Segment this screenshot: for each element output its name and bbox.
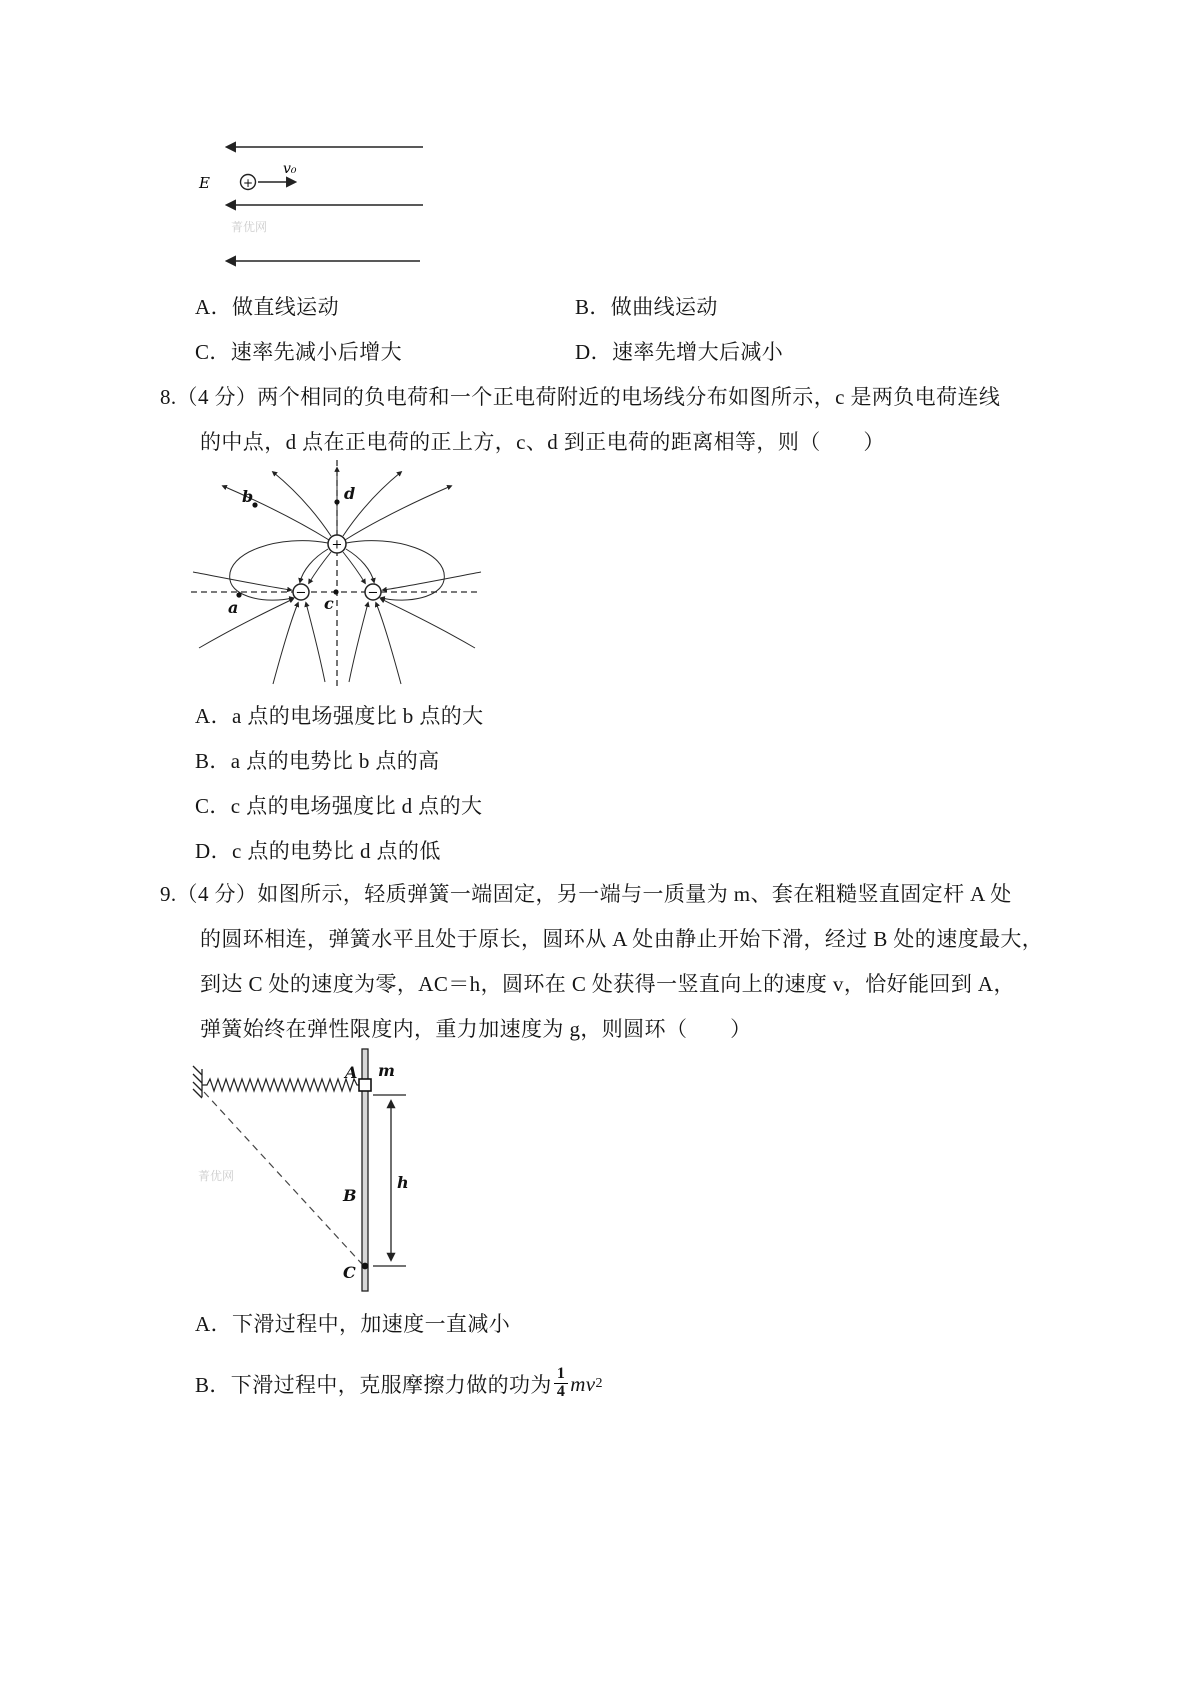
formula-mv: mv — [570, 1371, 596, 1396]
q8-option-a: A．a 点的电场强度比 b 点的大 — [195, 704, 484, 728]
uniform-field-figure — [195, 135, 430, 280]
field-line — [345, 486, 451, 540]
positive-charge-sign: + — [331, 537, 343, 553]
field-line — [343, 552, 365, 583]
q9-stem-line2: 的圆环相连，弹簧水平且处于原长，圆环从 A 处由静止开始下滑，经过 B 处的速度最大， — [200, 927, 1044, 951]
q7-option-c: C．速率先减小后增大 — [195, 340, 403, 364]
point-C-dot — [362, 1263, 369, 1270]
field-line — [223, 486, 329, 540]
formula-exponent: 2 — [595, 1376, 603, 1391]
field-line — [343, 472, 401, 536]
point-b-label: b — [242, 487, 254, 506]
field-label-E: E — [199, 174, 210, 192]
watermark: 菁优网 — [198, 1169, 235, 1183]
point-d-label: d — [344, 484, 356, 503]
q9-option-b — [195, 1358, 603, 1410]
q8-option-d: D．c 点的电势比 d 点的低 — [195, 839, 441, 863]
q8-option-b: B．a 点的电势比 b 点的高 — [195, 749, 440, 773]
q8-option-c: C．c 点的电场强度比 d 点的大 — [195, 794, 483, 818]
field-line — [199, 599, 293, 648]
q8-stem-line1: 8.（4 分）两个相同的负电荷和一个正电荷附近的电场线分布如图所示，c 是两负电荷连线 — [160, 385, 1001, 409]
watermark: 菁优网 — [231, 220, 268, 234]
negative-charge-left-sign: − — [295, 585, 307, 601]
point-C-label: C — [343, 1263, 356, 1282]
q7-option-b: B．做曲线运动 — [575, 295, 718, 319]
point-B-label: B — [343, 1186, 357, 1205]
mass-label: m — [378, 1061, 395, 1080]
point-A-label: A — [345, 1063, 358, 1082]
field-line — [381, 599, 475, 648]
field-line — [346, 549, 374, 582]
q9-stem-line4: 弹簧始终在弹性限度内，重力加速度为 g，则圆环（ ） — [200, 1017, 752, 1041]
field-line — [309, 552, 331, 583]
q8-stem-line2: 的中点，d 点在正电荷的正上方，c、d 到正电荷的距离相等，则（ ） — [200, 430, 885, 454]
field-line — [273, 472, 331, 536]
point-c-label: c — [324, 594, 334, 613]
field-line — [383, 572, 481, 590]
field-line — [346, 541, 444, 600]
fraction-denominator: 4 — [554, 1383, 568, 1401]
point-c-dot — [333, 589, 338, 594]
spring-rod-figure — [190, 1045, 425, 1295]
field-line — [273, 603, 298, 684]
q9-option-b-text: B．下滑过程中，克服摩擦力做的功为 — [195, 1373, 552, 1397]
ring-on-rod — [359, 1079, 371, 1091]
fraction-numerator: 1 — [556, 1364, 566, 1382]
height-label: h — [397, 1173, 409, 1192]
positive-charge-sign: + — [242, 176, 254, 190]
q7-option-a: A．做直线运动 — [195, 295, 339, 319]
q9-option-a: A．下滑过程中，加速度一直减小 — [195, 1312, 511, 1336]
field-line — [193, 572, 291, 590]
wall-hatch — [193, 1066, 202, 1098]
spring-coil — [202, 1079, 362, 1091]
point-a-dot — [236, 592, 241, 597]
field-lines-figure — [185, 452, 485, 692]
field-line — [300, 549, 328, 582]
point-a-label: a — [228, 598, 239, 617]
q9-stem-line1: 9.（4 分）如图所示，轻质弹簧一端固定，另一端与一质量为 m、套在粗糙竖直固定杆 A 处 — [160, 882, 1012, 906]
field-line — [230, 541, 328, 600]
negative-charge-right-sign: − — [367, 585, 379, 601]
q9-stem-line3: 到达 C 处的速度为零，AC＝h，圆环在 C 处获得一竖直向上的速度 v，恰好能回到 A， — [200, 972, 1015, 996]
velocity-label: v₀ — [283, 161, 297, 177]
q7-option-d: D．速率先增大后减小 — [575, 340, 784, 364]
field-line — [376, 603, 401, 684]
field-line — [349, 603, 368, 682]
fraction-one-quarter — [554, 1366, 568, 1401]
field-line — [306, 603, 325, 682]
point-d-dot — [334, 499, 339, 504]
